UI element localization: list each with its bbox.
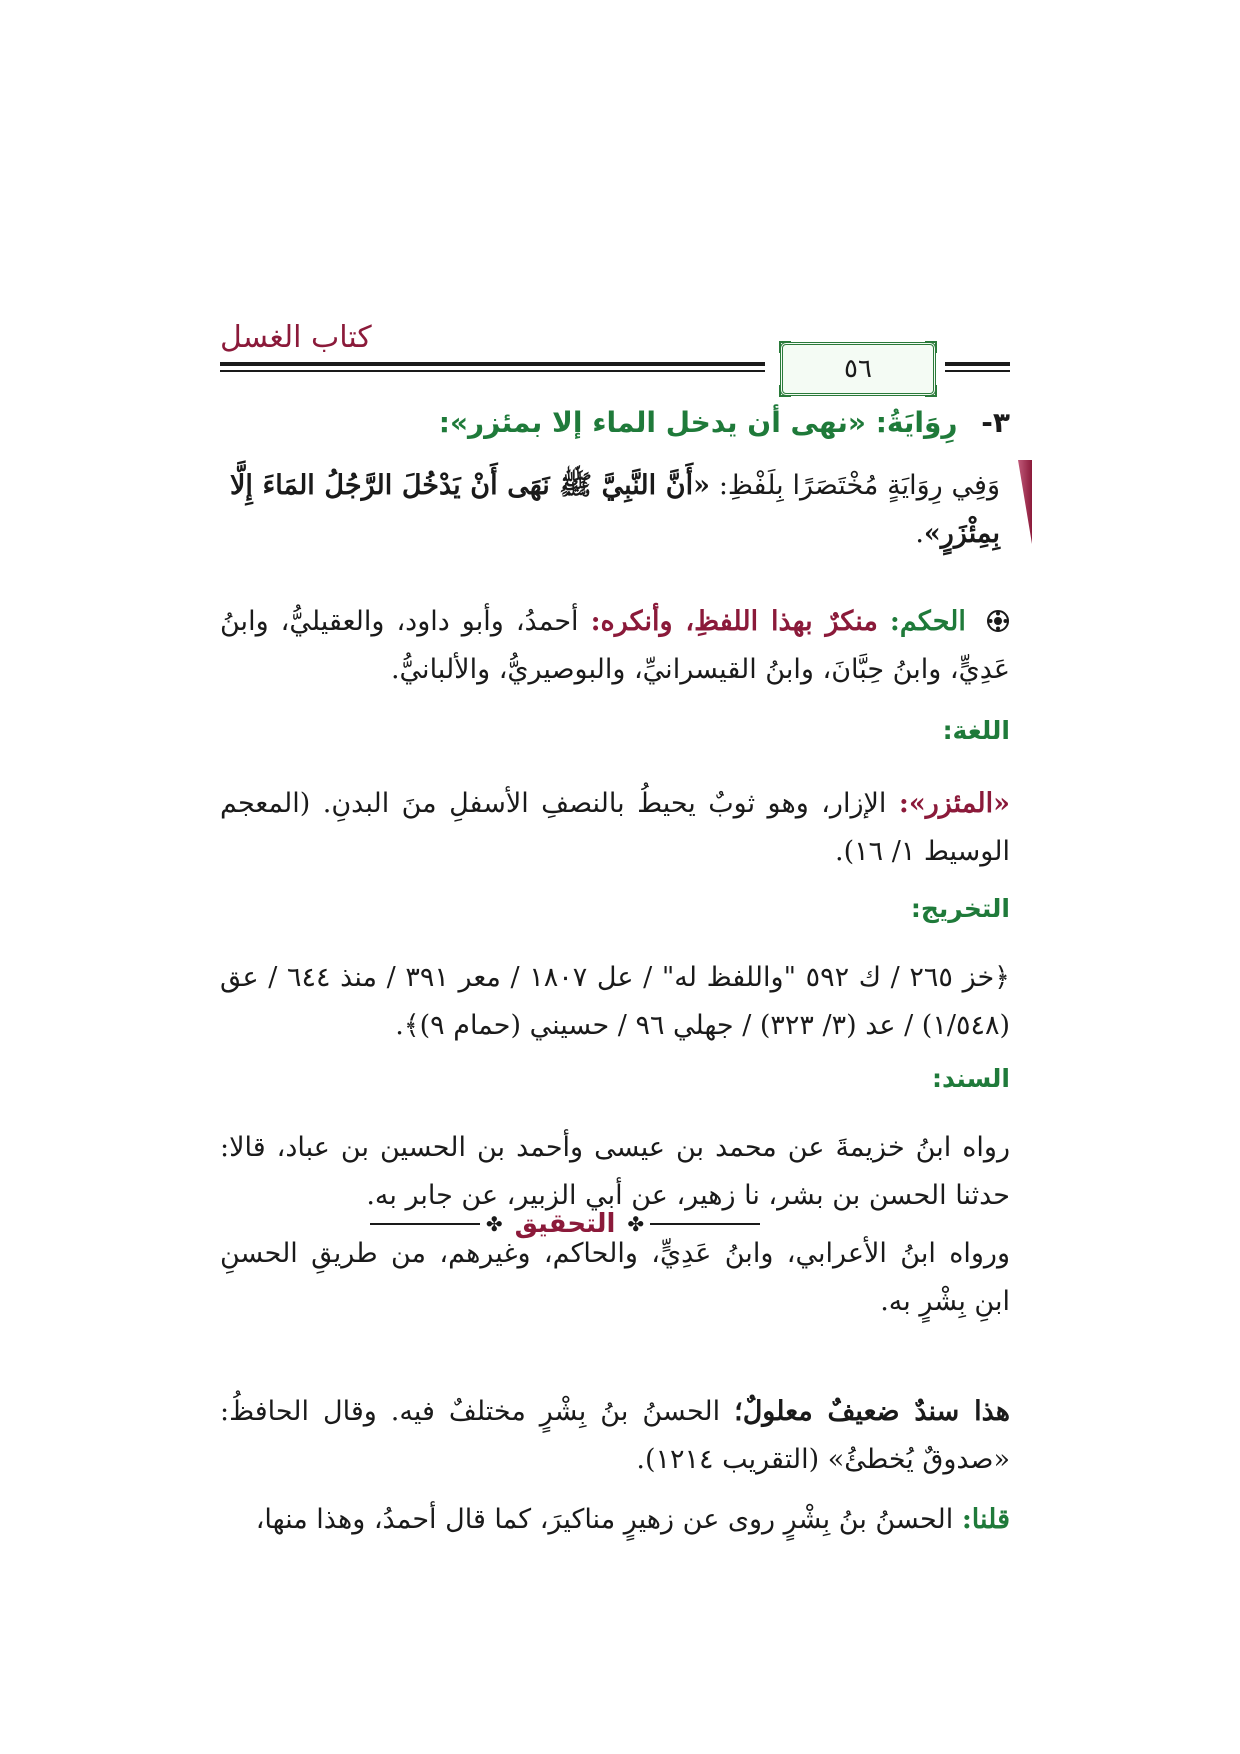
section-label: رِوَايَةُ: bbox=[875, 406, 958, 439]
page-header bbox=[220, 318, 1010, 384]
ruling-text: أحمدُ، وأبو داود، والعقيليُّ، وابنُ عَدِيٍّ، وابنُ حِبَّانَ، وابنُ القيسرانيِّ، والبوصيريُّ، والألبانيُّ. bbox=[220, 606, 1010, 685]
narration-corner-ornament bbox=[1018, 460, 1032, 544]
hadith-text: «أَنَّ النَّبِيَّ ﷺ نَهَى أَنْ يَدْخُلَ الرَّجُلُ المَاءَ إِلَّا بِمِئْزَرٍ» bbox=[230, 470, 1000, 549]
tahqiq-text-1: الحسنُ بنُ بِشْرٍ مختلفٌ فيه. وقال الحافظُ: «صدوقٌ يُخطئُ» (التقريب ١٢١٤). bbox=[220, 1396, 1010, 1475]
book-title: كتاب الغسل bbox=[220, 320, 372, 355]
qulna-label: قلنا: bbox=[961, 1504, 1010, 1535]
language-heading: اللغة: bbox=[942, 716, 1010, 745]
language-paragraph bbox=[220, 780, 1010, 876]
tahqiq-heading: التحقيق bbox=[514, 1209, 616, 1239]
tahqiq-text-2: الحسنُ بنُ بِشْرٍ روى عن زهيرٍ مناكيرَ، كما قال أحمدُ، وهذا منها، bbox=[255, 1504, 954, 1535]
section-heading bbox=[220, 406, 1010, 439]
narration-intro: وَفِي رِوَايَةٍ مُخْتَصَرًا بِلَفْظِ: bbox=[718, 470, 1000, 501]
takhrij-heading: التخريج: bbox=[910, 894, 1010, 923]
sanad-paragraph-2: ورواه ابنُ الأعرابي، وابنُ عَدِيٍّ، والحاكم، وغيرهم، من طريقِ الحسنِ ابنِ بِشْرٍ به. bbox=[220, 1238, 1010, 1317]
section-title: «نهى أن يدخل الماء إلا بمئزر»: bbox=[438, 406, 866, 439]
header-rule-left bbox=[220, 362, 765, 372]
narration-paragraph: وَفِي رِوَايَةٍ مُخْتَصَرًا بِلَفْظِ: «أَنَّ النَّبِيَّ ﷺ نَهَى أَنْ يَدْخُلَ الرَّجُلُ المَاءَ إِلَّا بِمِئْزَرٍ». bbox=[230, 470, 1000, 549]
ornament-icon: ✤ bbox=[627, 1212, 645, 1236]
language-text: الإزار، وهو ثوبٌ يحيطُ بالنصفِ الأسفلِ منَ البدنِ. (المعجم الوسيط ١/ ١٦). bbox=[220, 788, 1010, 867]
flower-ornament-icon bbox=[986, 609, 1010, 633]
language-term: «المئزر»: bbox=[898, 788, 1010, 819]
page-number: ٥٦ bbox=[844, 354, 872, 384]
sanad-heading: السند: bbox=[931, 1064, 1010, 1093]
takhrij-paragraph: ﴿خز ٢٦٥ / ك ٥٩٢ "واللفظ له" / عل ١٨٠٧ / معر ٣٩١ / منذ ٦٤٤ / عق (١/٥٤٨) / عد (٣/ ٣٢٣) / جهلي ٩٦ / حسيني (حمام ٩)﴾. bbox=[220, 962, 1010, 1041]
tahqiq-paragraph-2 bbox=[220, 1496, 1010, 1544]
page-number-badge bbox=[780, 342, 936, 396]
sanad-paragraph-1: رواه ابنُ خزيمةَ عن محمد بن عيسى وأحمد بن الحسين بن عباد، قالا: حدثنا الحسن بن بشر، نا زهير، عن أبي الزبير، عن جابر به. bbox=[220, 1132, 1010, 1211]
tahqiq-lead: هذا سندٌ ضعيفٌ معلولٌ؛ bbox=[734, 1396, 1010, 1427]
header-rule-right bbox=[945, 362, 1010, 372]
ruling-paragraph bbox=[220, 598, 1010, 694]
section-number: ٣- bbox=[981, 406, 1010, 439]
ruling-label: الحكم: bbox=[889, 606, 966, 637]
tahqiq-divider bbox=[370, 1204, 760, 1244]
ornament-icon: ✤ bbox=[485, 1212, 503, 1236]
tahqiq-paragraph-1 bbox=[220, 1388, 1010, 1484]
ruling-verdict: منكرٌ بهذا اللفظِ، وأنكره: bbox=[590, 606, 878, 637]
